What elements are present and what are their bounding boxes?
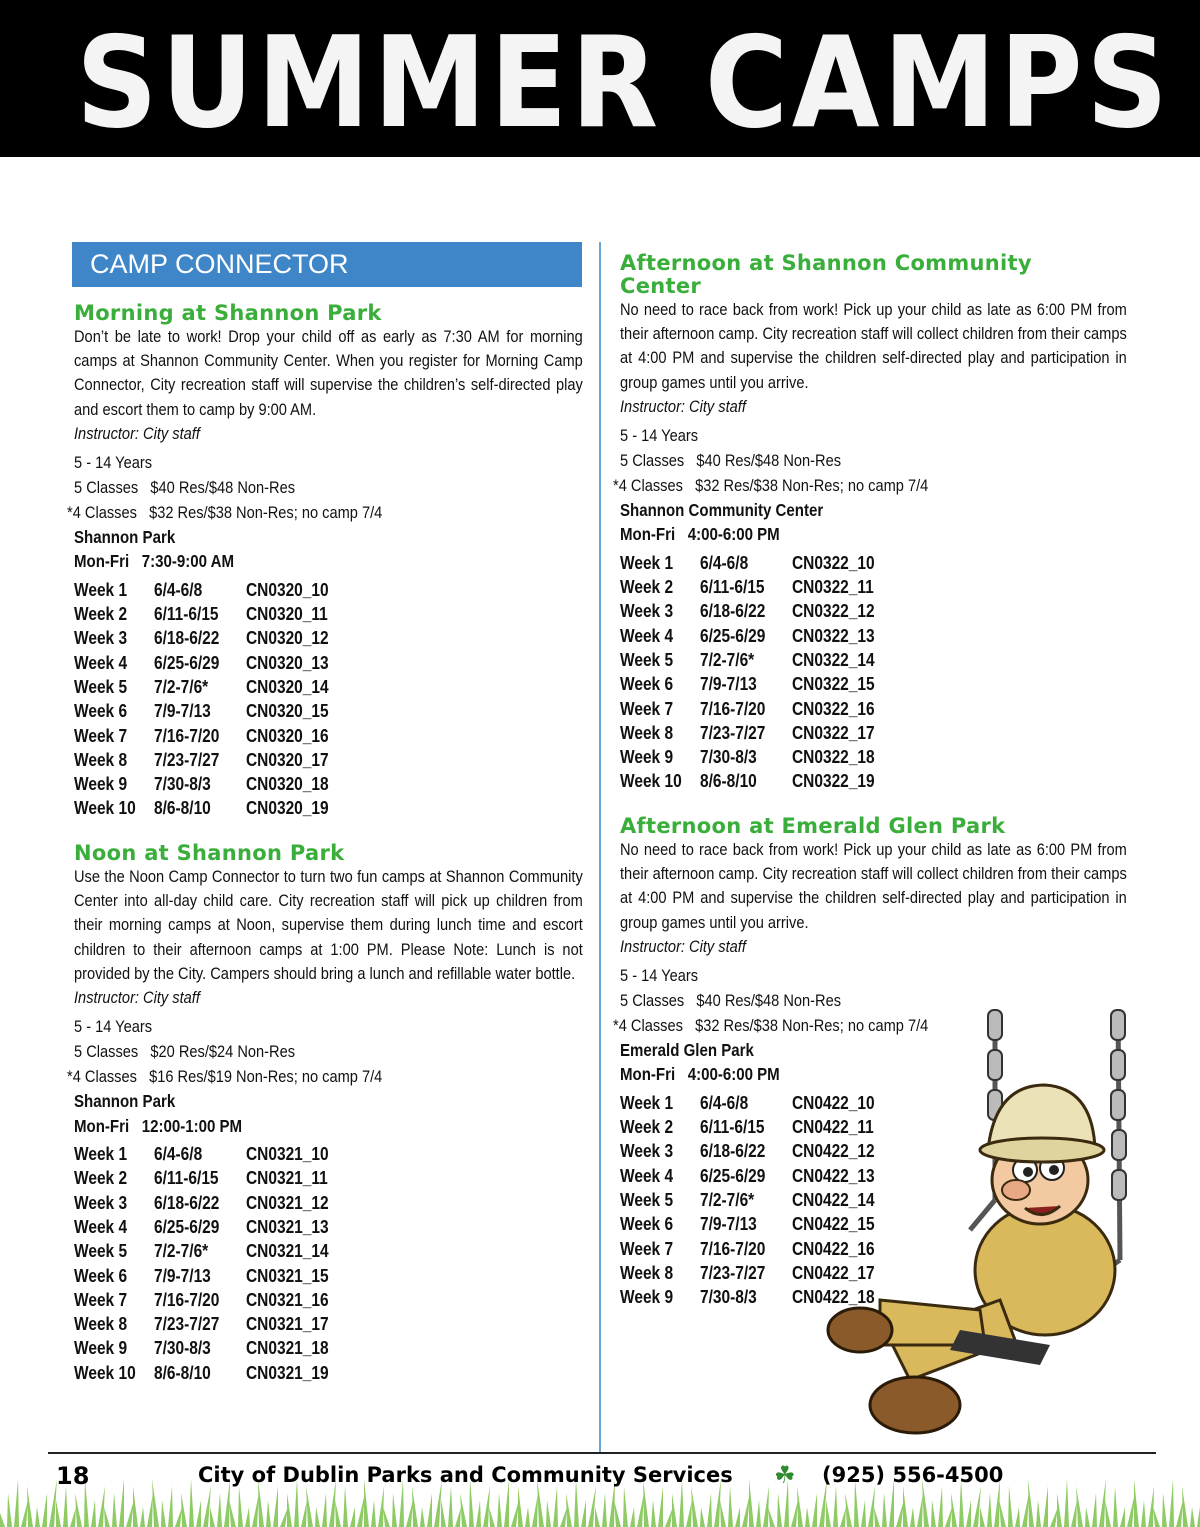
week-row: [74, 1215, 329, 1239]
course-code: CN0322_10: [792, 552, 875, 573]
week-dates: 7/23-7/27: [699, 1262, 766, 1283]
course-code: CN0422_11: [792, 1117, 874, 1138]
course-code: CN0322_16: [792, 698, 875, 719]
week-dates: 8/6-8/10: [153, 798, 211, 819]
week-dates: 6/18-6/22: [153, 1192, 220, 1213]
course-code: CN0320_19: [246, 798, 329, 819]
week-label: Week 6: [620, 1214, 674, 1235]
course-code: CN0322_12: [792, 601, 875, 622]
course-code: CN0320_17: [246, 749, 329, 770]
week-dates: 6/11-6/15: [153, 1168, 219, 1189]
week-row: [620, 769, 875, 793]
week-dates: 6/25-6/29: [153, 652, 220, 673]
camp-location: Shannon Park: [74, 1091, 176, 1112]
camp-price-5-classes: 5 Classes $40 Res/$48 Non-Res: [620, 450, 842, 470]
course-code: CN0322_14: [792, 650, 875, 670]
course-code: CN0321_19: [246, 1362, 329, 1383]
week-row: [74, 772, 329, 796]
week-dates: 6/11-6/15: [699, 1117, 765, 1138]
camp-noon: [67, 841, 584, 1385]
week-label: Week 7: [74, 725, 128, 746]
camp-ages: 5 - 14 Years: [74, 452, 153, 472]
week-label: Week 1: [74, 579, 128, 600]
camp-price-4-classes: *4 Classes $32 Res/$38 Non-Res; no camp 7/4: [613, 475, 929, 495]
week-label: Week 1: [620, 552, 674, 573]
course-code: CN0321_12: [246, 1192, 329, 1213]
week-dates: 6/4-6/8: [699, 1092, 749, 1113]
camp-price-5-classes: 5 Classes $20 Res/$24 Non-Res: [74, 1042, 296, 1062]
week-row: [620, 599, 875, 623]
header-banner: [0, 0, 1200, 157]
week-dates: 7/30-8/3: [153, 1338, 211, 1359]
camp-price-5-classes: 5 Classes $40 Res/$48 Non-Res: [620, 990, 842, 1010]
week-label: Week 5: [620, 1190, 674, 1210]
shamrock-icon: ☘: [774, 1462, 796, 1489]
camp-title: Afternoon at Emerald Glen Park: [620, 814, 1006, 838]
week-row: [620, 575, 875, 599]
week-dates: 6/4-6/8: [699, 552, 749, 573]
weeks-table: [620, 551, 875, 794]
week-label: Week 10: [620, 771, 682, 792]
week-row: [74, 1336, 329, 1360]
camp-schedule: Mon-Fri 4:00-6:00 PM: [620, 524, 780, 545]
week-dates: 7/23-7/27: [153, 1314, 220, 1335]
week-label: Week 8: [74, 749, 128, 770]
camp-instructor: Instructor: City staff: [74, 988, 200, 1008]
course-code: CN0422_15: [792, 1214, 875, 1235]
week-label: Week 3: [620, 601, 674, 622]
week-row: [620, 745, 875, 769]
week-label: Week 5: [74, 677, 128, 697]
week-label: Week 8: [74, 1314, 128, 1335]
week-label: Week 4: [620, 625, 674, 646]
week-dates: 7/23-7/27: [699, 722, 766, 743]
week-label: Week 7: [620, 1238, 674, 1259]
week-label: Week 8: [620, 722, 674, 743]
week-label: Week 7: [620, 698, 674, 719]
week-row: [620, 721, 875, 745]
week-label: Week 9: [74, 1338, 128, 1359]
week-label: Week 2: [74, 604, 128, 625]
week-label: Week 8: [620, 1262, 674, 1283]
page-number: 18: [56, 1462, 90, 1490]
camp-afternoon-shannon: [613, 251, 1128, 794]
week-row: [74, 651, 329, 675]
week-dates: 7/2-7/6*: [153, 1241, 209, 1262]
week-dates: 7/23-7/27: [153, 749, 220, 770]
week-dates: 6/18-6/22: [699, 601, 766, 622]
week-dates: 7/2-7/6*: [699, 1190, 755, 1210]
week-dates: 6/4-6/8: [153, 579, 203, 600]
week-dates: 7/30-8/3: [699, 747, 757, 768]
week-row: [74, 1288, 329, 1312]
course-code: CN0422_14: [792, 1190, 875, 1210]
weeks-table: [74, 578, 329, 821]
week-label: Week 1: [74, 1144, 128, 1165]
week-row: [620, 551, 875, 575]
week-row: [620, 697, 875, 721]
week-dates: 7/2-7/6*: [153, 677, 209, 697]
camp-price-5-classes: 5 Classes $40 Res/$48 Non-Res: [74, 477, 296, 497]
course-code: CN0320_12: [246, 628, 329, 649]
week-dates: 7/30-8/3: [153, 774, 211, 795]
week-label: Week 10: [74, 1362, 136, 1383]
week-row: [74, 1142, 329, 1166]
week-row: [74, 602, 329, 626]
week-row: [74, 578, 329, 602]
course-code: CN0322_17: [792, 722, 875, 743]
camp-title: Noon at Shannon Park: [74, 841, 345, 865]
course-code: CN0422_12: [792, 1141, 875, 1162]
course-code: CN0321_14: [246, 1241, 329, 1262]
week-row: [620, 672, 875, 696]
course-code: CN0321_17: [246, 1314, 329, 1335]
week-row: [74, 1361, 329, 1385]
week-label: Week 4: [74, 1216, 128, 1237]
course-code: CN0322_11: [792, 577, 874, 598]
camp-price-4-classes: *4 Classes $32 Res/$38 Non-Res; no camp 7/4: [613, 1015, 929, 1035]
column-divider: [599, 242, 601, 1452]
weeks-table: [74, 1142, 329, 1385]
week-dates: 7/30-8/3: [699, 1287, 757, 1308]
week-row: [74, 1191, 329, 1215]
camp-instructor: Instructor: City staff: [74, 423, 200, 443]
camp-morning: [67, 301, 584, 821]
organization-name: City of Dublin Parks and Community Services: [198, 1463, 733, 1487]
week-dates: 7/9-7/13: [699, 674, 757, 695]
page-title: SUMMER CAMPS: [76, 9, 1172, 156]
week-dates: 6/18-6/22: [153, 628, 220, 649]
camp-title: Morning at Shannon Park: [74, 301, 382, 325]
week-label: Week 9: [620, 747, 674, 768]
course-code: CN0320_18: [246, 774, 329, 795]
camp-location: Shannon Park: [74, 526, 176, 547]
week-dates: 7/16-7/20: [153, 1289, 220, 1310]
week-row: [74, 1166, 329, 1190]
course-code: CN0320_11: [246, 604, 328, 625]
week-row: [74, 675, 329, 699]
week-label: Week 4: [74, 652, 128, 673]
week-label: Week 1: [620, 1092, 674, 1113]
camp-ages: 5 - 14 Years: [74, 1017, 153, 1037]
week-label: Week 3: [620, 1141, 674, 1162]
week-label: Week 3: [74, 1192, 128, 1213]
course-code: CN0422_18: [792, 1287, 875, 1308]
camp-instructor: Instructor: City staff: [620, 936, 746, 956]
week-dates: 7/16-7/20: [699, 698, 766, 719]
course-code: CN0321_15: [246, 1265, 329, 1286]
week-dates: 8/6-8/10: [699, 771, 757, 792]
week-label: Week 6: [74, 701, 128, 722]
phone-number: (925) 556-4500: [822, 1463, 1004, 1487]
course-code: CN0320_14: [246, 677, 329, 697]
week-label: Week 6: [620, 674, 674, 695]
week-label: Week 3: [74, 628, 128, 649]
week-label: Week 5: [620, 650, 674, 670]
camp-schedule: Mon-Fri 12:00-1:00 PM: [74, 1115, 243, 1136]
camp-location: Emerald Glen Park: [620, 1039, 754, 1060]
week-dates: 7/9-7/13: [153, 701, 211, 722]
course-code: CN0321_18: [246, 1338, 329, 1359]
course-code: CN0322_13: [792, 625, 875, 646]
camp-description: No need to race back from work! Pick up your child as late as 6:00 PM from their afternoon camp. City recreation staff will collect children from their camps at 4:00 PM and supervise the children self-directed play and participation in group games until you arrive.: [620, 840, 1127, 932]
course-code: CN0321_10: [246, 1144, 329, 1165]
camp-location: Shannon Community Center: [620, 499, 824, 520]
course-code: CN0320_13: [246, 652, 329, 673]
week-label: Week 7: [74, 1289, 128, 1310]
week-row: [74, 748, 329, 772]
week-dates: 7/9-7/13: [699, 1214, 757, 1235]
week-label: Week 10: [74, 798, 136, 819]
course-code: CN0320_16: [246, 725, 329, 746]
course-code: CN0321_16: [246, 1289, 329, 1310]
week-dates: 6/11-6/15: [699, 577, 765, 598]
week-row: [74, 699, 329, 723]
camp-title: Afternoon at Shannon Community Center: [620, 251, 1032, 298]
week-label: Week 6: [74, 1265, 128, 1286]
week-row: [74, 796, 329, 820]
camp-description: No need to race back from work! Pick up your child as late as 6:00 PM from their afternoon camp. City recreation staff will collect children from their camps at 4:00 PM and supervise the children self-directed play and participation in group games until you arrive.: [620, 300, 1127, 392]
week-label: Week 4: [620, 1165, 674, 1186]
course-code: CN0320_10: [246, 579, 329, 600]
week-row: [74, 1264, 329, 1288]
week-dates: 7/16-7/20: [699, 1238, 766, 1259]
camp-description: Use the Noon Camp Connector to turn two fun camps at Shannon Community Center into all-day child care. City recreation staff will pick up children from their morning camps at Noon, supervise them during lunch time and escort children to their afternoon camps at 1:00 PM. Please Note: Lunch is not provided by the City. Campers should bring a lunch and refillable water bottle.: [74, 867, 583, 983]
week-row: [74, 1312, 329, 1336]
week-dates: 6/18-6/22: [699, 1141, 766, 1162]
course-code: CN0322_15: [792, 674, 875, 695]
course-code: CN0422_13: [792, 1165, 875, 1186]
week-row: [74, 1239, 329, 1263]
week-dates: 6/25-6/29: [699, 625, 766, 646]
camp-schedule: Mon-Fri 4:00-6:00 PM: [620, 1064, 780, 1085]
week-label: Week 2: [74, 1168, 128, 1189]
camp-price-4-classes: *4 Classes $32 Res/$38 Non-Res; no camp 7/4: [67, 502, 383, 522]
week-dates: 7/9-7/13: [153, 1265, 211, 1286]
camp-description: Don’t be late to work! Drop your child off as early as 7:30 AM for morning camps at Shannon Community Center. When you register for Morning Camp Connector, City recreation staff will supervise the children’s self-directed play and escort them to camp by 9:00 AM.: [74, 327, 583, 419]
week-dates: 8/6-8/10: [153, 1362, 211, 1383]
week-label: Week 5: [74, 1241, 128, 1262]
week-row: [620, 648, 875, 672]
footer-rule: [48, 1452, 1156, 1454]
week-dates: 6/25-6/29: [153, 1216, 220, 1237]
course-code: CN0322_19: [792, 771, 875, 792]
course-code: CN0422_17: [792, 1262, 875, 1283]
week-row: [620, 624, 875, 648]
swing-explorer-illustration: [820, 1000, 1160, 1440]
camp-ages: 5 - 14 Years: [620, 425, 699, 445]
week-label: Week 2: [620, 1117, 674, 1138]
week-dates: 6/4-6/8: [153, 1144, 203, 1165]
section-heading-bar: CAMP CONNECTOR: [72, 242, 582, 287]
week-row: [74, 724, 329, 748]
camp-ages: 5 - 14 Years: [620, 965, 699, 985]
course-code: CN0422_16: [792, 1238, 875, 1259]
course-code: CN0422_10: [792, 1092, 875, 1113]
course-code: CN0322_18: [792, 747, 875, 768]
week-dates: 7/16-7/20: [153, 725, 220, 746]
course-code: CN0321_11: [246, 1168, 328, 1189]
course-code: CN0321_13: [246, 1216, 329, 1237]
camp-instructor: Instructor: City staff: [620, 396, 746, 416]
week-dates: 6/25-6/29: [699, 1165, 766, 1186]
camp-price-4-classes: *4 Classes $16 Res/$19 Non-Res; no camp 7/4: [67, 1067, 383, 1087]
camp-schedule: Mon-Fri 7:30-9:00 AM: [74, 551, 235, 572]
week-label: Week 9: [620, 1287, 674, 1308]
course-code: CN0320_15: [246, 701, 329, 722]
week-label: Week 9: [74, 774, 128, 795]
week-row: [74, 626, 329, 650]
week-dates: 7/2-7/6*: [699, 650, 755, 670]
week-dates: 6/11-6/15: [153, 604, 219, 625]
week-label: Week 2: [620, 577, 674, 598]
